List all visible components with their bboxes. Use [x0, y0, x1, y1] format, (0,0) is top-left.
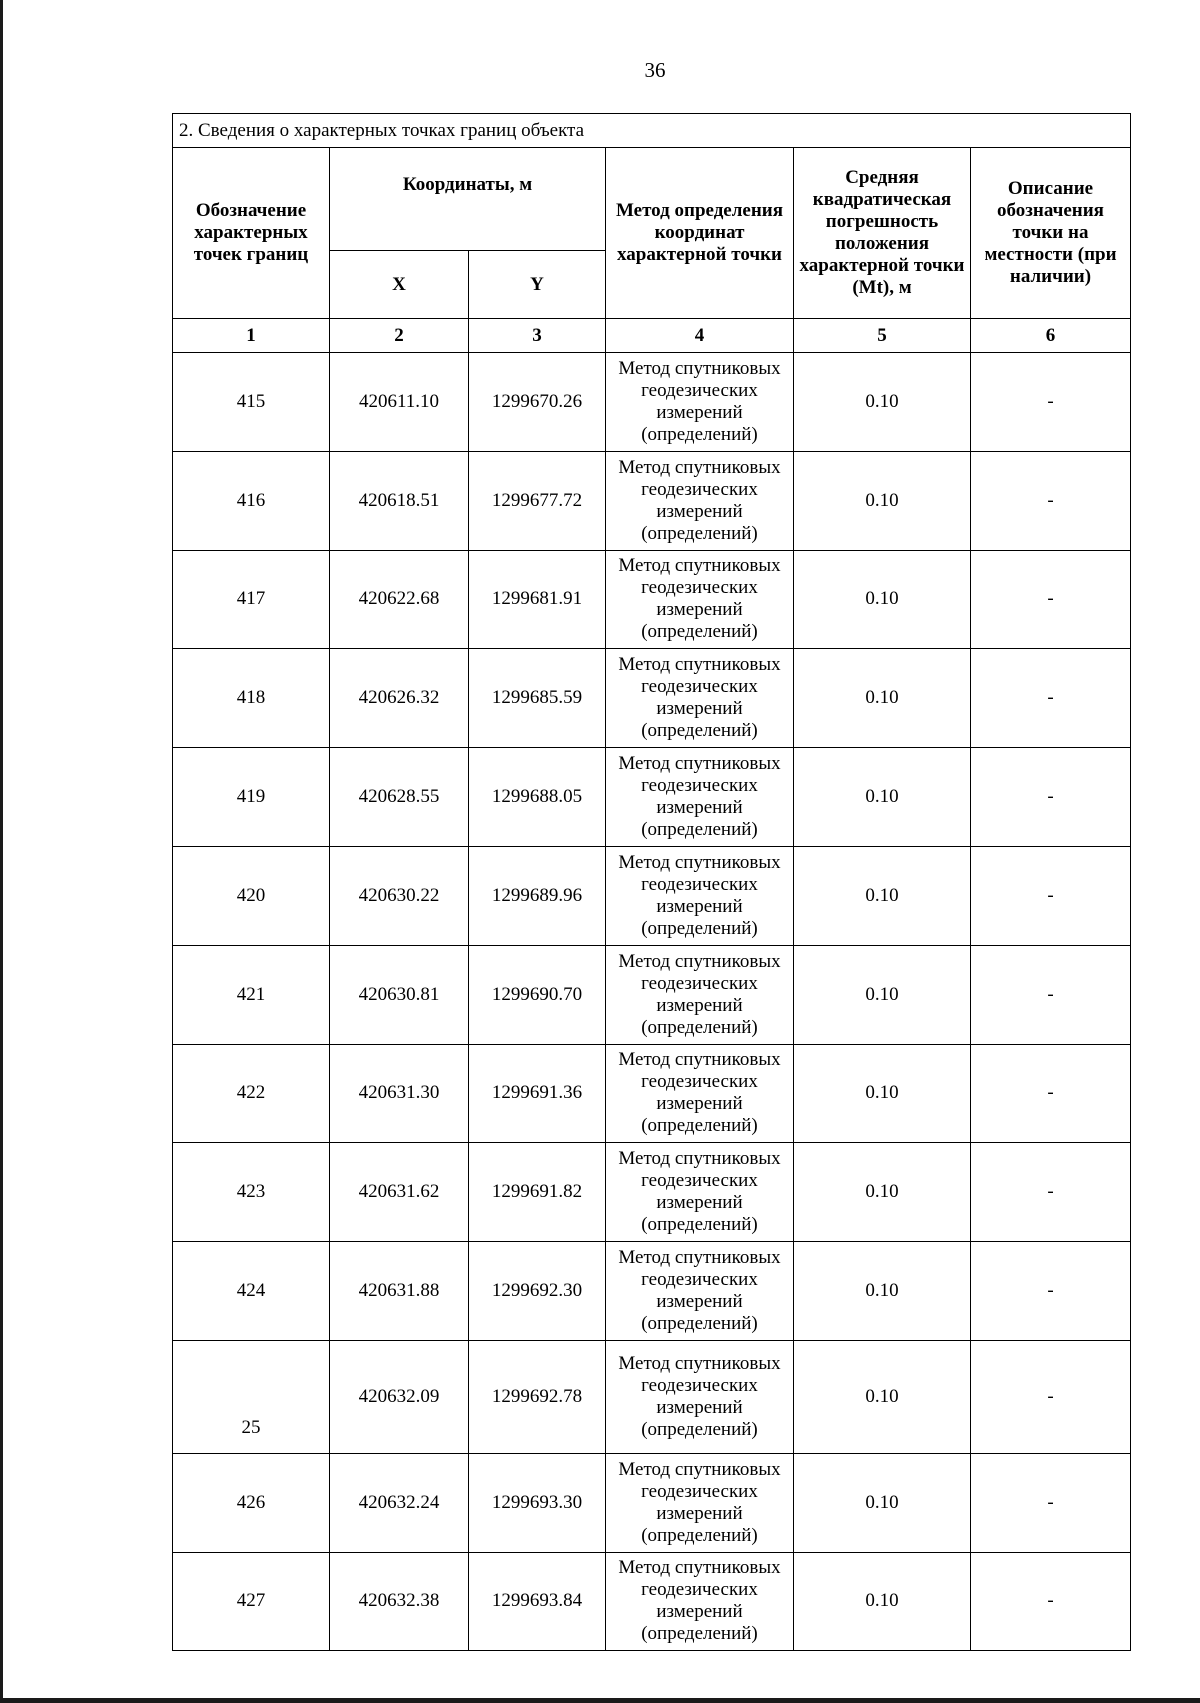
point-cell: 423	[173, 1143, 330, 1242]
method-cell: Метод спутниковых геодезических измерений (определений)	[606, 945, 794, 1044]
mean-error-cell: 0.10	[794, 550, 971, 649]
mean-error-cell: 0.10	[794, 1552, 971, 1651]
method-cell: Метод спутниковых геодезических измерений (определений)	[606, 1453, 794, 1552]
x-coordinate-cell: 420618.51	[330, 451, 469, 550]
y-coordinate-cell: 1299692.78	[469, 1340, 606, 1453]
description-cell: -	[971, 945, 1131, 1044]
table-row	[173, 748, 1131, 847]
header-x: X	[330, 251, 469, 319]
point-cell: 420	[173, 846, 330, 945]
x-coordinate-cell: 420632.09	[330, 1340, 469, 1453]
table-row	[173, 353, 1131, 452]
header-point-designation: Обозначение характерных точек границ	[173, 148, 330, 319]
x-coordinate-cell: 420628.55	[330, 748, 469, 847]
description-cell: -	[971, 1552, 1131, 1651]
x-coordinate-cell: 420626.32	[330, 649, 469, 748]
mean-error-cell: 0.10	[794, 945, 971, 1044]
table-row	[173, 1340, 1131, 1453]
mean-error-cell: 0.10	[794, 451, 971, 550]
mean-error-cell: 0.10	[794, 748, 971, 847]
mean-error-cell: 0.10	[794, 1453, 971, 1552]
column-number: 2	[330, 319, 469, 353]
method-cell: Метод спутниковых геодезических измерений (определений)	[606, 1242, 794, 1341]
table-row	[173, 1044, 1131, 1143]
method-cell: Метод спутниковых геодезических измерений (определений)	[606, 1340, 794, 1453]
description-cell: -	[971, 1242, 1131, 1341]
method-cell: Метод спутниковых геодезических измерений (определений)	[606, 1044, 794, 1143]
column-numbers-row	[173, 319, 1131, 353]
table-row	[173, 550, 1131, 649]
description-cell: -	[971, 846, 1131, 945]
header-method: Метод определения координат характерной точки	[606, 148, 794, 319]
point-cell: 424	[173, 1242, 330, 1341]
description-cell: -	[971, 1453, 1131, 1552]
method-cell: Метод спутниковых геодезических измерений (определений)	[606, 846, 794, 945]
scan-edge-left	[0, 0, 3, 1703]
description-cell: -	[971, 353, 1131, 452]
table-row	[173, 1143, 1131, 1242]
y-coordinate-cell: 1299691.82	[469, 1143, 606, 1242]
x-coordinate-cell: 420622.68	[330, 550, 469, 649]
point-cell: 426	[173, 1453, 330, 1552]
description-cell: -	[971, 1044, 1131, 1143]
page-number: 36	[644, 58, 666, 82]
header-description: Описание обозначения точки на местности (при наличии)	[971, 148, 1131, 319]
column-number: 6	[971, 319, 1131, 353]
y-coordinate-cell: 1299692.30	[469, 1242, 606, 1341]
table-row	[173, 1453, 1131, 1552]
header-y: Y	[469, 251, 606, 319]
method-cell: Метод спутниковых геодезических измерений (определений)	[606, 748, 794, 847]
boundary-points-table	[172, 113, 1131, 1651]
mean-error-cell: 0.10	[794, 1242, 971, 1341]
column-number: 4	[606, 319, 794, 353]
x-coordinate-cell: 420611.10	[330, 353, 469, 452]
x-coordinate-cell: 420631.62	[330, 1143, 469, 1242]
table-row	[173, 649, 1131, 748]
method-cell: Метод спутниковых геодезических измерений (определений)	[606, 1143, 794, 1242]
y-coordinate-cell: 1299690.70	[469, 945, 606, 1044]
y-coordinate-cell: 1299688.05	[469, 748, 606, 847]
mean-error-cell: 0.10	[794, 1143, 971, 1242]
mean-error-cell: 0.10	[794, 353, 971, 452]
x-coordinate-cell: 420630.81	[330, 945, 469, 1044]
column-number: 5	[794, 319, 971, 353]
scan-edge-bottom	[0, 1698, 1200, 1703]
point-cell: 25	[173, 1340, 330, 1453]
y-coordinate-cell: 1299693.30	[469, 1453, 606, 1552]
method-cell: Метод спутниковых геодезических измерений (определений)	[606, 353, 794, 452]
y-coordinate-cell: 1299670.26	[469, 353, 606, 452]
table-row	[173, 1552, 1131, 1651]
point-cell: 416	[173, 451, 330, 550]
method-cell: Метод спутниковых геодезических измерений (определений)	[606, 649, 794, 748]
mean-error-cell: 0.10	[794, 846, 971, 945]
table-row	[173, 1242, 1131, 1341]
description-cell: -	[971, 451, 1131, 550]
table-row	[173, 451, 1131, 550]
x-coordinate-cell: 420631.88	[330, 1242, 469, 1341]
section-title: 2. Сведения о характерных точках границ объекта	[173, 114, 1131, 148]
description-cell: -	[971, 649, 1131, 748]
point-cell: 427	[173, 1552, 330, 1651]
point-cell: 422	[173, 1044, 330, 1143]
point-cell: 415	[173, 353, 330, 452]
x-coordinate-cell: 420631.30	[330, 1044, 469, 1143]
y-coordinate-cell: 1299685.59	[469, 649, 606, 748]
x-coordinate-cell: 420630.22	[330, 846, 469, 945]
method-cell: Метод спутниковых геодезических измерений (определений)	[606, 1552, 794, 1651]
point-cell: 418	[173, 649, 330, 748]
mean-error-cell: 0.10	[794, 649, 971, 748]
description-cell: -	[971, 550, 1131, 649]
x-coordinate-cell: 420632.38	[330, 1552, 469, 1651]
description-cell: -	[971, 1340, 1131, 1453]
point-cell: 419	[173, 748, 330, 847]
y-coordinate-cell: 1299693.84	[469, 1552, 606, 1651]
description-cell: -	[971, 748, 1131, 847]
description-cell: -	[971, 1143, 1131, 1242]
x-coordinate-cell: 420632.24	[330, 1453, 469, 1552]
mean-error-cell: 0.10	[794, 1340, 971, 1453]
y-coordinate-cell: 1299681.91	[469, 550, 606, 649]
column-number: 3	[469, 319, 606, 353]
y-coordinate-cell: 1299677.72	[469, 451, 606, 550]
header-mean-error: Средняя квадратическая погрешность положения характерной точки (Mt), м	[794, 148, 971, 319]
point-cell: 417	[173, 550, 330, 649]
table-row	[173, 846, 1131, 945]
header-coordinates: Координаты, м	[330, 148, 606, 251]
y-coordinate-cell: 1299689.96	[469, 846, 606, 945]
y-coordinate-cell: 1299691.36	[469, 1044, 606, 1143]
method-cell: Метод спутниковых геодезических измерений (определений)	[606, 550, 794, 649]
method-cell: Метод спутниковых геодезических измерений (определений)	[606, 451, 794, 550]
point-cell: 421	[173, 945, 330, 1044]
table-row	[173, 945, 1131, 1044]
column-number: 1	[173, 319, 330, 353]
mean-error-cell: 0.10	[794, 1044, 971, 1143]
